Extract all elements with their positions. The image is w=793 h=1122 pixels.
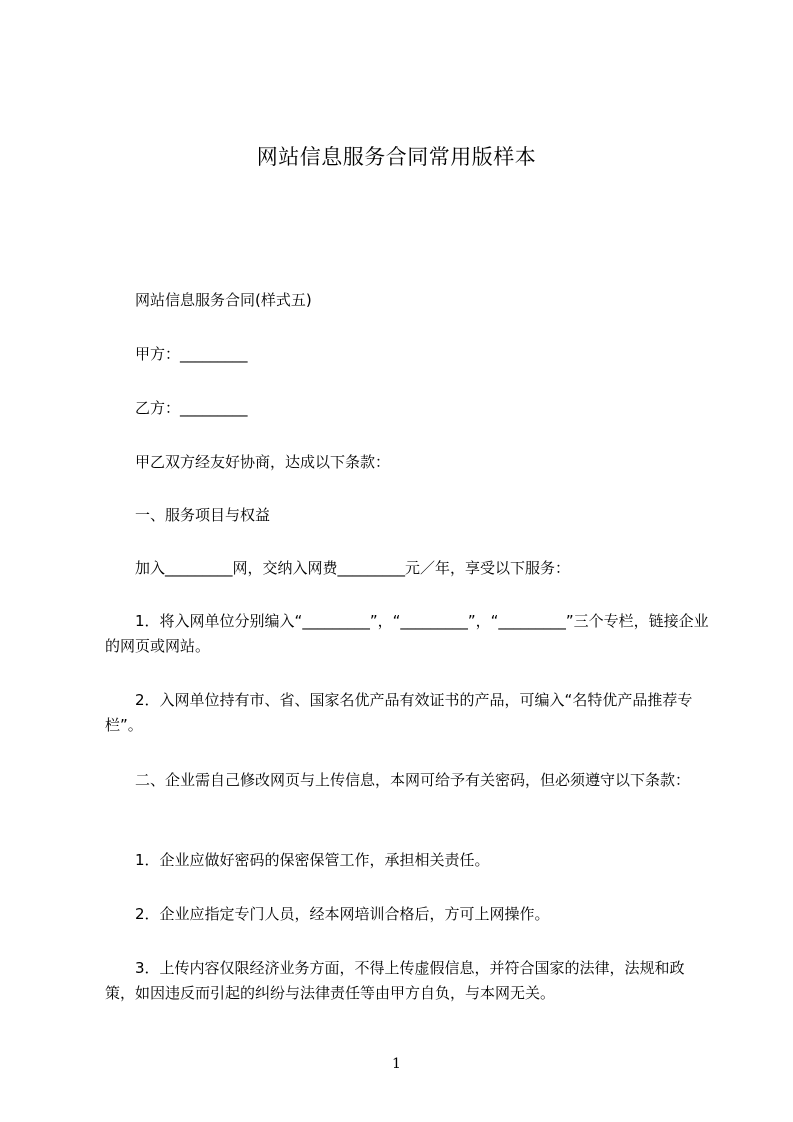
page-number: 1 [392,1056,401,1072]
party-a-line: 甲方：_________ [105,345,248,363]
party-b-line: 乙方：_________ [105,399,248,417]
section-2-heading: 二、企业需自己修改网页与上传信息，本网可给予有关密码，但必须遵守以下条款： [105,771,691,789]
section-1-item-2: 2．入网单位持有市、省、国家名优产品有效证书的产品，可编入“名特优产品推荐专栏”。 [105,691,693,734]
agreement-intro: 甲乙双方经友好协商，达成以下条款： [105,453,391,471]
section-1-item-1: 1．将入网单位分别编入“_________”，“_________”，“_________”三个专栏，链接企业的网页或网站。 [105,612,709,655]
contract-subtitle: 网站信息服务合同(样式五) [105,291,312,309]
section-2-item-1: 1．企业应做好密码的保密保管工作，承担相关责任。 [105,851,490,869]
membership-fee-clause: 加入_________网，交纳入网费_________元／年，享受以下服务： [105,559,571,577]
section-2-item-3: 3．上传内容仅限经济业务方面，不得上传虚假信息，并符合国家的法律，法规和政策，如因违反而引起的纠纷与法律责任等由甲方自负，与本网无关。 [105,959,685,1002]
section-2-item-2: 2．企业应指定专门人员，经本网培训合格后，方可上网操作。 [105,905,550,923]
section-1-heading: 一、服务项目与权益 [105,506,271,524]
document-title: 网站信息服务合同常用版样本 [256,145,537,169]
